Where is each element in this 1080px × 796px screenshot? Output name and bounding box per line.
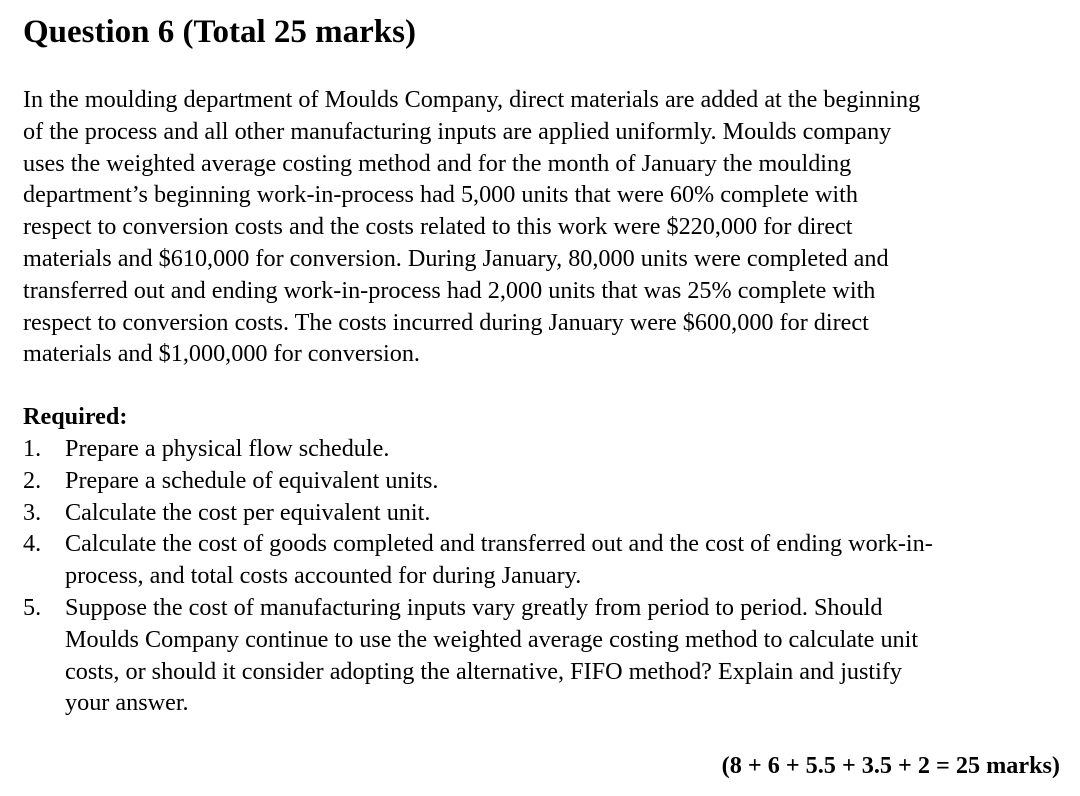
required-item-1 bbox=[23, 433, 1063, 465]
item-text: Suppose the cost of manufacturing inputs vary greatly from period to period. Should bbox=[65, 593, 883, 621]
item-text: Calculate the cost per equivalent unit. bbox=[65, 498, 431, 526]
required-item-5 bbox=[23, 592, 1063, 719]
item-number: 4. bbox=[23, 530, 42, 558]
paragraph-line: uses the weighted average costing method and for the month of January the moulding bbox=[23, 149, 852, 177]
item-text: process, and total costs accounted for during January. bbox=[65, 562, 582, 590]
item-text: Calculate the cost of goods completed and transferred out and the cost of ending work-in- bbox=[65, 530, 933, 558]
paragraph-line: of the process and all other manufacturing inputs are applied uniformly. Moulds company bbox=[23, 117, 892, 145]
item-number: 3. bbox=[23, 498, 42, 526]
paragraph-line: materials and $1,000,000 for conversion. bbox=[23, 340, 420, 368]
item-text: Moulds Company continue to use the weighted average costing method to calculate unit bbox=[65, 625, 919, 653]
marks-breakdown: (8 + 6 + 5.5 + 3.5 + 2 = 25 marks) bbox=[721, 752, 1060, 779]
paragraph-line: In the moulding department of Moulds Company, direct materials are added at the beginning bbox=[23, 86, 921, 113]
paragraph-line: materials and $610,000 for conversion. During January, 80,000 units were completed and bbox=[23, 244, 889, 272]
paragraph-line: transferred out and ending work-in-process had 2,000 units that was 25% complete with bbox=[23, 276, 876, 304]
item-text: your answer. bbox=[65, 689, 189, 717]
question-paragraph bbox=[23, 84, 1063, 370]
required-list bbox=[23, 433, 1063, 719]
question-title: Question 6 (Total 25 marks) bbox=[23, 14, 416, 50]
item-number: 5. bbox=[23, 593, 42, 621]
item-number: 2. bbox=[23, 466, 42, 494]
paragraph-line: department’s beginning work-in-process had 5,000 units that were 60% complete with bbox=[23, 181, 858, 209]
required-item-4 bbox=[23, 528, 1063, 592]
required-heading: Required: bbox=[23, 403, 128, 430]
item-text: Prepare a physical flow schedule. bbox=[65, 435, 390, 462]
item-number: 1. bbox=[23, 435, 42, 462]
required-item-2 bbox=[23, 465, 1063, 497]
required-item-3 bbox=[23, 497, 1063, 529]
paragraph-line: respect to conversion costs. The costs incurred during January were $600,000 for direct bbox=[23, 308, 869, 336]
item-text: Prepare a schedule of equivalent units. bbox=[65, 466, 439, 494]
paragraph-line: respect to conversion costs and the costs related to this work were $220,000 for direct bbox=[23, 213, 853, 241]
item-text: costs, or should it consider adopting the alternative, FIFO method? Explain and justify bbox=[65, 657, 903, 685]
